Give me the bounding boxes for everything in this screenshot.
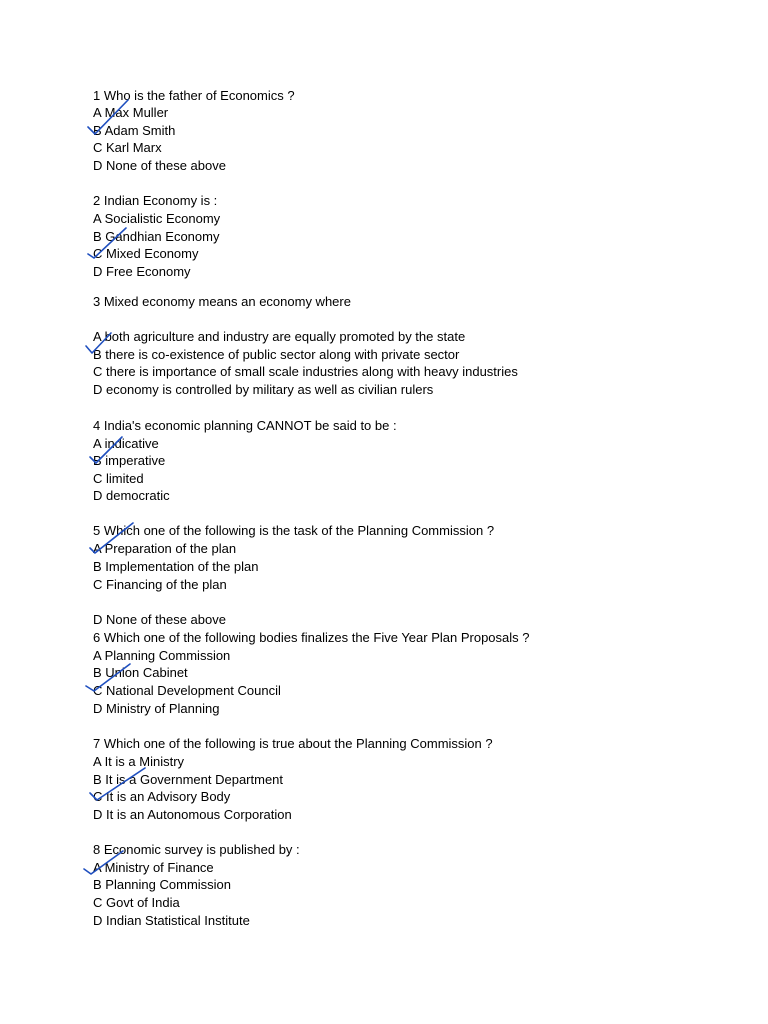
q1-option-a: A Max Muller xyxy=(93,105,169,120)
q7-option-a: A It is a Ministry xyxy=(93,754,185,769)
question-5: 5 Which one of the following is the task of the Planning Commission ? xyxy=(93,523,495,538)
q6-option-a: A Planning Commission xyxy=(93,648,231,663)
q4-option-c: C limited xyxy=(93,471,144,486)
q2-option-b: B Gandhian Economy xyxy=(93,229,220,244)
q2-option-d: D Free Economy xyxy=(93,264,191,279)
q5-option-c: C Financing of the plan xyxy=(93,577,227,592)
question-7: 7 Which one of the following is true about the Planning Commission ? xyxy=(93,736,493,751)
q5-option-b: B Implementation of the plan xyxy=(93,559,259,574)
q8-option-c: C Govt of India xyxy=(93,895,180,910)
q8-option-b: B Planning Commission xyxy=(93,877,232,892)
question-8: 8 Economic survey is published by : xyxy=(93,842,300,857)
q5-option-d: D None of these above xyxy=(93,612,226,627)
q4-option-d: D democratic xyxy=(93,488,170,503)
q4-option-b: B imperative xyxy=(93,453,166,468)
q7-option-d: D It is an Autonomous Corporation xyxy=(93,807,292,822)
question-6: 6 Which one of the following bodies finalizes the Five Year Plan Proposals ? xyxy=(93,630,530,645)
q3-option-c: C there is importance of small scale industries along with heavy industries xyxy=(93,364,518,379)
q3-option-d: D economy is controlled by military as well as civilian rulers xyxy=(93,382,434,397)
q7-option-c: C It is an Advisory Body xyxy=(93,789,231,804)
q6-option-c: C National Development Council xyxy=(93,683,281,698)
q6-option-d: D Ministry of Planning xyxy=(93,701,220,716)
q5-option-a: A Preparation of the plan xyxy=(93,541,237,556)
q1-option-b: B Adam Smith xyxy=(93,123,176,138)
question-4: 4 India's economic planning CANNOT be said to be : xyxy=(93,418,397,433)
q1-option-c: C Karl Marx xyxy=(93,140,162,155)
q3-option-b: B there is co-existence of public sector along with private sector xyxy=(93,347,460,362)
question-3: 3 Mixed economy means an economy where xyxy=(93,294,351,309)
q7-option-b: B It is a Government Department xyxy=(93,772,284,787)
q8-option-d: D Indian Statistical Institute xyxy=(93,913,250,928)
q8-option-a: A Ministry of Finance xyxy=(93,860,214,875)
q1-option-d: D None of these above xyxy=(93,158,226,173)
q2-option-a: A Socialistic Economy xyxy=(93,211,221,226)
question-1: 1 Who is the father of Economics ? xyxy=(93,88,295,103)
q3-option-a: A both agriculture and industry are equally promoted by the state xyxy=(93,329,466,344)
q4-option-a: A indicative xyxy=(93,436,159,451)
q6-option-b: B Union Cabinet xyxy=(93,665,188,680)
q2-option-c: C Mixed Economy xyxy=(93,246,199,261)
question-2: 2 Indian Economy is : xyxy=(93,193,218,208)
